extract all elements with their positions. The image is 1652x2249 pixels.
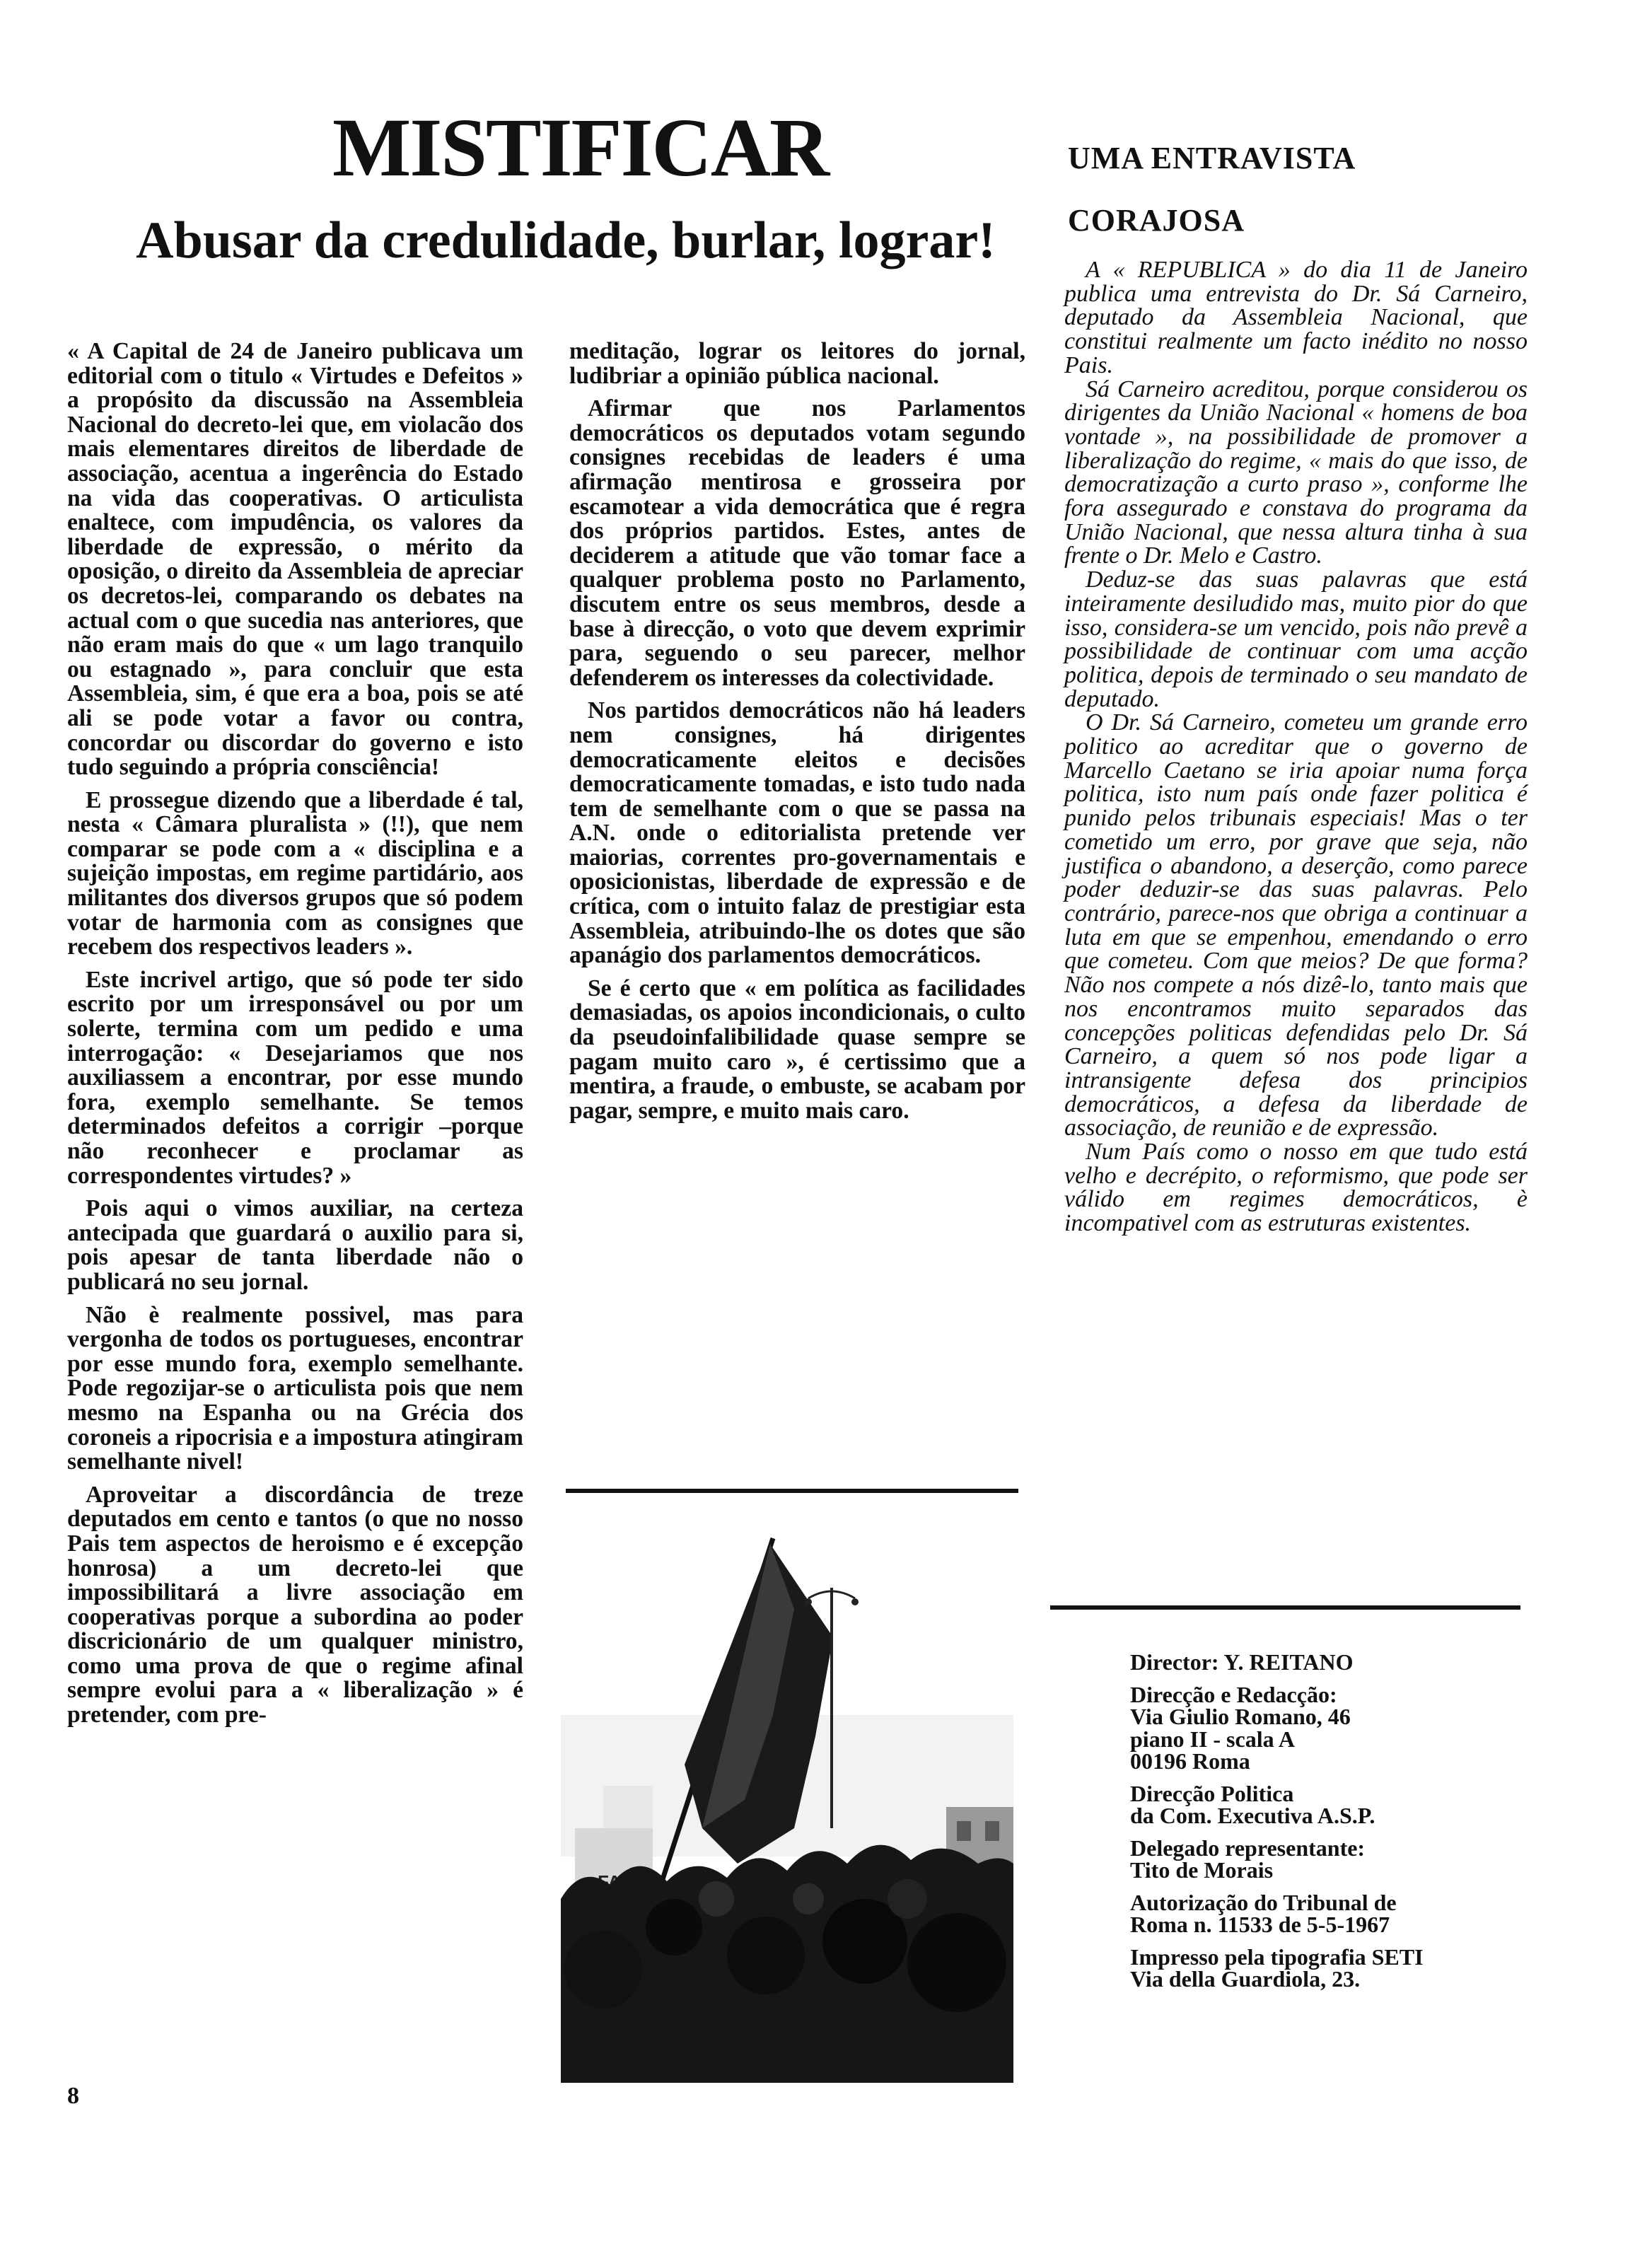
article-column-1: [67, 339, 523, 1736]
paragraph: Este incrivel artigo, que só pode ter sido escrito por um irresponsável ou por um solerte, termina com um pedido e uma interrogação: « Desejariamos que nos auxiliassem a encontrar, por esse mundo fora, exemplo semelhante. Se temos determinados defeitos a corrigir –porque não reconhecer e proclamar as correspondentes virtudes? »: [67, 966, 523, 1189]
side-article-title-line-1: UMA ENTRAVISTA: [1068, 141, 1356, 175]
side-article-body: [1064, 258, 1528, 1236]
side-article-title-line-2: CORAJOSA: [1068, 203, 1245, 238]
page-number: 8: [67, 2083, 79, 2109]
paragraph: Se é certo que « em política as facilidades demasiadas, os apoios incondicionais, o culto da pseudoinfalibilidade quase sempre se pagam muito caro », é certissimo que a mentira, a fraude, o embuste, se acabam por pagar, sempre, e muito mais caro.: [569, 975, 1025, 1124]
paragraph: E prossegue dizendo que a liberdade é tal, nesta « Câmara pluralista » (!!), que nem comparar se pode com a « disciplina e a sujeição impostas, em regime partidário, aos militantes dos diversos grupos que só podem votar de harmonia com as consignes que recebem dos respectivos leaders ».: [67, 786, 523, 960]
paragraph: Deduz-se das suas palavras que está inteiramente desiludido mas, muito pior do que isso, considera-se um vencido, pois não prevê a possibilidade de continuar com uma acção politica, depois de terminado o seu mandato de deputado.: [1064, 566, 1528, 712]
imprint-political-direction: Direcção Politica da Com. Executiva A.S.P.: [1130, 1780, 1375, 1828]
side-article-title: [1068, 127, 1520, 252]
divider: [1050, 1605, 1520, 1610]
paragraph: Sá Carneiro acreditou, porque considerou os dirigentes da União Nacional « homens de boa vontade », na possibilidade de promover a liberalização do regime, « mais do que isso, de democratização a curto praso », conforme lhe fora assegurado e constava do programa da União Nacional, que nessa altura tinha à sua frente o Dr. Melo e Castro.: [1064, 376, 1528, 569]
paragraph: Num País como o nosso em que tudo está velho e decrépito, o reformismo, que pode ser válido em regimes democráticos, è incompativel com as estruturas existentes.: [1064, 1139, 1528, 1237]
paragraph: O Dr. Sá Carneiro, cometeu um grande erro politico ao acreditar que o governo de Marcello Caetano se iria apoiar numa força politica, isto num país onde fazer politica é punido pelos tribunais especiais! Mas o ter cometido um erro, por grave que seja, não justifica o abandono, a deserção, como parece poder deduzir-se das suas palavras. Pelo contrário, parece-nos que obriga a continuar a luta em que se empenhou, emendando o erro que cometeu. Com que meios? De que forma? Não nos compete a nós dizê-lo, tanto mais que nos encontramos muito separados das concepções politicas defendidas pelo Dr. Sá Carneiro, a quem só nos pode ligar a intransigente defesa dos principios democráticos, a defesa da liberdade de associação, de reunião e de expressão.: [1064, 709, 1528, 1141]
article-title: MISTIFICAR: [332, 101, 829, 194]
paragraph: Afirmar que nos Parlamentos democráticos os deputados votam segundo consignes recebidas de leaders é uma afirmação mentirosa e grosseira por escamotear a vida democrática que é regra dos próprios partidos. Estes, antes de deciderem a atitude que vão tomar face a qualquer problema posto no Parlamento, discutem entre os seus membros, desde a base à direcção, o voto que devem exprimir para, seguendo o seu parecer, melhor defenderem os interesses da colectividade.: [569, 395, 1025, 691]
paragraph: Não è realmente possivel, mas para vergonha de todos os portugueses, encontrar por esse mundo fora, exemplo semelhante. Pode regozijar-se o articulista pois que nem mesmo na Espanha ou na Grécia dos coroneis a ripocrisia e a impostura atingiram semelhante nivel!: [67, 1301, 523, 1475]
paragraph: Pois aqui o vimos auxiliar, na certeza antecipada que guardará o auxilio para si, pois apesar de tanta liberdade não o publicará no seu jornal.: [67, 1195, 523, 1295]
imprint-address: Direcção e Redacção: Via Giulio Romano, 46 piano II - scala A 00196 Roma: [1130, 1681, 1351, 1774]
paragraph: A « REPUBLICA » do dia 11 de Janeiro publica uma entrevista do Dr. Sá Carneiro, deputado da Assembleia Nacional, que constitui realmente um facto inédito no nosso Pais.: [1064, 257, 1528, 378]
divider: [566, 1489, 1018, 1493]
paragraph: Nos partidos democráticos não há leaders nem consignes, há dirigentes democraticamente eleitos e decisões democraticamente tomadas, e isto tudo nada tem de semelhante com o que se passa na A.N. onde o editorialista pretende ver maiorias, correntes pro-governamentais e oposicionistas, liberdade de expressão e de crítica, com o intuito falaz de prestigiar esta Assembleia, atribuindo-lhe os dotes que são apanágio dos parlamentos democráticos.: [569, 697, 1025, 969]
paragraph: meditação, lograr os leitores do jornal, ludibriar a opinião pública nacional.: [569, 338, 1025, 389]
paragraph: « A Capital de 24 de Janeiro publicava um editorial com o titulo « Virtudes e Defeitos » a propósito da discussão na Assembleia Nacional do decreto-lei que, em violacão dos mais elementares direitos de liberdade de associação, acentua a ingerência do Estado na vida das cooperativas. O articulista enaltece, com impudência, os valores da liberdade de expressão, o mérito da oposição, o direito da Assembleia de apreciar os decretos-lei, comparando os debates na actual com o que sucedia nas anteriores, que não eram mais do que « um lago tranquilo ou estagnado », para concluir que esta Assembleia, sim, é que era a boa, pois se até ali se pode votar a favor ou contra, concordar ou discordar do governo e isto tudo seguindo a própria consciência!: [67, 338, 523, 781]
imprint-authorization: Autorização do Tribunal de Roma n. 11533 de 5-5-1967: [1130, 1889, 1397, 1937]
article-subtitle: Abusar da credulidade, burlar, lograr!: [136, 211, 996, 269]
article-column-2: [569, 339, 1025, 1132]
imprint-printer: Impresso pela tipografia SETI Via della Guardiola, 23.: [1130, 1943, 1424, 1992]
imprint-director: Director: Y. REITANO: [1130, 1649, 1354, 1675]
imprint-block: [1130, 1651, 1526, 2001]
imprint-delegate: Delegado representante: Tito de Morais: [1130, 1835, 1366, 1883]
protest-photo: [561, 1531, 1013, 2083]
paragraph: Aproveitar a discordância de treze deputados em cento e tantos (o que no nosso Pais tem aspectos de heroismo e é excepção honrosa) a um decreto-lei que impossibilitará a livre associação em cooperativas porque a subordina ao poder discricionário de um qualquer ministro, como uma prova de que o regime afinal sempre evolui para a « liberalização » é pretender, com pre-: [67, 1481, 523, 1728]
